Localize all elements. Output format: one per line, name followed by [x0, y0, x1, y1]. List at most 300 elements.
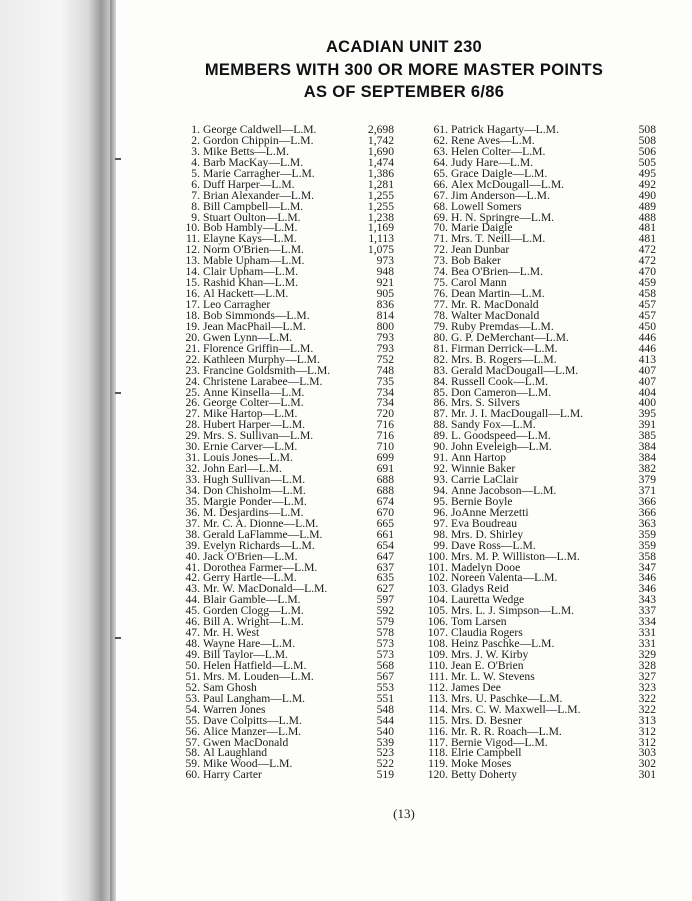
member-rank: 10. [185, 221, 200, 235]
member-name: Mr. H. West [203, 626, 260, 640]
member-points: 470 [638, 265, 656, 279]
member-name: Russell Cook—L.M. [451, 374, 548, 388]
member-name: Gwen Lynn—L.M. [203, 330, 293, 344]
member-rank: 16. [185, 287, 200, 301]
member-name: Elrie Campbell [451, 746, 522, 760]
member-name: Jean Dunbar [451, 243, 510, 257]
member-name: Mike Wood—L.M. [203, 757, 293, 771]
member-name: James Dee [451, 680, 501, 694]
member-name: Barb MacKay—L.M. [203, 155, 304, 169]
member-points: 481 [638, 232, 656, 246]
member-rank: 70. [433, 221, 448, 235]
member-name: Elayne Kays—L.M. [203, 232, 297, 246]
member-rank: 37. [185, 516, 200, 530]
member-points: 331 [638, 626, 656, 640]
member-rank: 13. [185, 254, 200, 268]
member-points: 346 [638, 571, 656, 585]
member-rank: 98. [433, 527, 448, 541]
member-name: Hubert Harper—L.M. [203, 418, 306, 432]
binding-stitch [115, 392, 121, 394]
member-points: 627 [376, 582, 394, 596]
member-points: 312 [638, 724, 656, 738]
member-points: 322 [638, 702, 656, 716]
member-points: 323 [638, 680, 656, 694]
member-rank: 112. [428, 680, 448, 694]
member-rank: 78. [433, 308, 448, 322]
member-points: 413 [638, 352, 656, 366]
member-points: 568 [376, 658, 394, 672]
member-rank: 101. [427, 560, 448, 574]
member-points: 1,690 [367, 144, 394, 158]
member-name: Mrs. S. Silvers [451, 396, 520, 410]
member-name: Alice Manzer—L.M. [203, 724, 302, 738]
member-name: Gordon Chippin—L.M. [203, 133, 314, 147]
member-name: Ruby Premdas—L.M. [451, 319, 554, 333]
member-points: 446 [638, 330, 656, 344]
member-name: Francine Goldsmith—L.M. [203, 363, 331, 377]
member-rank: 83. [433, 363, 448, 377]
member-name: Helen Colter—L.M. [451, 144, 546, 158]
member-name: Bernie Vigod—L.M. [451, 735, 548, 749]
member-name: M. Desjardins—L.M. [203, 505, 304, 519]
member-rank: 107. [427, 626, 448, 640]
member-name: Bernie Boyle [451, 494, 513, 508]
member-points: 654 [376, 538, 394, 552]
member-points: 635 [376, 571, 394, 585]
member-rank: 76. [433, 287, 448, 301]
member-name: Mr. J. I. MacDougall—L.M. [451, 407, 584, 421]
title-line-3: AS OF SEPTEMBER 6/86 [303, 83, 505, 101]
member-points: 404 [638, 385, 656, 399]
members-list-right [420, 125, 656, 781]
member-name: Lowell Somers [451, 199, 522, 213]
member-points: 921 [376, 276, 394, 290]
member-rank: 31. [185, 451, 200, 465]
member-name: Louis Jones—L.M. [203, 451, 293, 465]
member-points: 948 [376, 265, 394, 279]
member-name: Gorden Clogg—L.M. [203, 604, 304, 618]
member-points: 2,698 [367, 123, 394, 136]
member-points: 523 [376, 746, 394, 760]
member-name: Gladys Reid [451, 582, 509, 596]
member-rank: 80. [433, 330, 448, 344]
member-name: Heinz Paschke—L.M. [451, 637, 555, 651]
member-rank: 109. [427, 648, 448, 661]
member-name: Betty Doherty [451, 768, 518, 782]
member-points: 337 [638, 604, 656, 618]
member-name: Christene Larabee—L.M. [203, 374, 323, 388]
member-rank: 108. [427, 637, 448, 651]
member-points: 519 [376, 768, 394, 782]
member-points: 472 [638, 254, 656, 268]
member-points: 347 [638, 560, 656, 574]
member-rank: 34. [185, 483, 200, 497]
member-name: Dave Colpitts—L.M. [203, 713, 302, 727]
member-points: 1,113 [368, 232, 394, 246]
member-points: 363 [638, 516, 656, 530]
member-rank: 45. [185, 604, 200, 618]
member-points: 674 [376, 494, 394, 508]
member-points: 573 [376, 648, 394, 661]
member-rank: 115. [428, 713, 448, 727]
member-rank: 97. [433, 516, 448, 530]
member-rank: 65. [433, 166, 448, 180]
member-rank: 36. [185, 505, 200, 519]
member-rank: 48. [185, 637, 200, 651]
member-name: Mrs. T. Neill—L.M. [451, 232, 546, 246]
member-points: 661 [376, 527, 394, 541]
member-rank: 3. [191, 144, 200, 158]
member-name: Claudia Rogers [451, 626, 523, 640]
member-points: 573 [376, 637, 394, 651]
member-name: Jim Anderson—L.M. [451, 188, 550, 202]
member-points: 458 [638, 287, 656, 301]
member-rank: 61. [433, 123, 448, 136]
member-rank: 1. [191, 123, 200, 136]
member-points: 548 [376, 702, 394, 716]
member-rank: 114. [428, 702, 448, 716]
member-points: 710 [376, 440, 394, 454]
member-rank: 44. [185, 593, 200, 607]
member-name: Clair Upham—L.M. [203, 265, 298, 279]
member-points: 505 [638, 155, 656, 169]
member-points: 391 [638, 418, 656, 432]
member-points: 578 [376, 626, 394, 640]
member-name: Moke Moses [451, 757, 512, 771]
member-points: 544 [376, 713, 394, 727]
member-rank: 110. [428, 658, 448, 672]
member-rank: 21. [185, 341, 200, 355]
member-name: Jack O'Brien—L.M. [203, 549, 298, 563]
member-points: 973 [376, 254, 394, 268]
member-rank: 11. [185, 232, 200, 246]
member-name: Gerald MacDougall—L.M. [451, 363, 579, 377]
member-rank: 22. [185, 352, 200, 366]
member-points: 495 [638, 166, 656, 180]
member-name: Eva Boudreau [451, 516, 517, 530]
member-points: 359 [638, 527, 656, 541]
member-rank: 91. [433, 451, 448, 465]
member-points: 331 [638, 637, 656, 651]
member-rank: 40. [185, 549, 200, 563]
member-rank: 68. [433, 199, 448, 213]
member-points: 302 [638, 757, 656, 771]
member-name: Mrs. M. Louden—L.M. [203, 669, 314, 683]
member-points: 490 [638, 188, 656, 202]
member-points: 481 [638, 221, 656, 235]
member-points: 407 [638, 374, 656, 388]
member-name: Jean MacPhail—L.M. [203, 319, 306, 333]
member-points: 735 [376, 374, 394, 388]
member-name: Bob Simmonds—L.M. [203, 308, 310, 322]
binding-stitch [115, 158, 121, 160]
member-rank: 59. [185, 757, 200, 771]
member-points: 1,386 [367, 166, 394, 180]
member-name: Gerald LaFlamme—L.M. [203, 527, 323, 541]
member-rank: 100. [427, 549, 448, 563]
member-points: 793 [376, 330, 394, 344]
member-rank: 56. [185, 724, 200, 738]
member-rank: 47. [185, 626, 200, 640]
member-points: 492 [638, 177, 656, 191]
member-points: 522 [376, 757, 394, 771]
member-points: 734 [376, 385, 394, 399]
member-points: 1,281 [367, 177, 394, 191]
member-name: Florence Griffin—L.M. [203, 341, 314, 355]
member-name: Mrs. S. Sullivan—L.M. [203, 429, 314, 443]
member-points: 691 [376, 462, 394, 476]
member-rank: 24. [185, 374, 200, 388]
member-rank: 29. [185, 429, 200, 443]
member-points: 450 [638, 319, 656, 333]
member-rank: 85. [433, 385, 448, 399]
member-name: Tom Larsen [451, 615, 507, 629]
member-points: 508 [638, 133, 656, 147]
member-rank: 118. [428, 746, 448, 760]
member-name: Gwen MacDonald [203, 735, 289, 749]
member-name: Warren Jones [203, 702, 266, 716]
member-rank: 72. [433, 243, 448, 257]
member-points: 540 [376, 724, 394, 738]
member-rank: 113. [428, 691, 448, 705]
member-name: Wayne Hare—L.M. [203, 637, 296, 651]
member-rank: 90. [433, 440, 448, 454]
member-points: 1,238 [367, 210, 394, 224]
member-rank: 104. [427, 593, 448, 607]
member-name: Mr. R. MacDonald [451, 298, 539, 311]
member-points: 506 [638, 144, 656, 158]
member-points: 508 [638, 123, 656, 136]
member-name: Bill A. Wright—L.M. [203, 615, 304, 629]
member-points: 539 [376, 735, 394, 749]
member-name: Anne Kinsella—L.M. [203, 385, 305, 399]
member-points: 312 [638, 735, 656, 749]
member-rank: 74. [433, 265, 448, 279]
member-points: 382 [638, 462, 656, 476]
member-points: 1,474 [367, 155, 394, 169]
member-name: Helen Hatfield—L.M. [203, 658, 307, 672]
member-rank: 71. [433, 232, 448, 246]
member-rank: 63. [433, 144, 448, 158]
member-name: Lauretta Wedge [451, 593, 525, 607]
member-name: Evelyn Richards—L.M. [203, 538, 315, 552]
member-rank: 43. [185, 582, 200, 596]
member-name: Firman Derrick—L.M. [451, 341, 558, 355]
member-rank: 32. [185, 462, 200, 476]
member-points: 384 [638, 440, 656, 454]
member-rank: 111. [428, 669, 448, 683]
member-points: 459 [638, 276, 656, 290]
member-rank: 23. [185, 363, 200, 377]
member-points: 489 [638, 199, 656, 213]
member-points: 716 [376, 418, 394, 432]
member-row [420, 770, 656, 781]
member-points: 553 [376, 680, 394, 694]
member-points: 358 [638, 549, 656, 563]
member-points: 688 [376, 473, 394, 486]
member-rank: 39. [185, 538, 200, 552]
member-rank: 27. [185, 407, 200, 421]
member-points: 1,255 [367, 199, 394, 213]
member-points: 688 [376, 483, 394, 497]
member-name: Norm O'Brien—L.M. [203, 243, 304, 257]
member-rank: 116. [428, 724, 448, 738]
member-name: Carrie LaClair [451, 473, 519, 486]
member-name: Ann Hartop [451, 451, 507, 465]
member-rank: 35. [185, 494, 200, 508]
member-points: 752 [376, 352, 394, 366]
member-name: Mike Betts—L.M. [203, 144, 289, 158]
member-name: Carol Mann [451, 276, 507, 290]
member-name: Rashid Khan—L.M. [203, 276, 298, 290]
title-line-1: ACADIAN UNIT 230 [325, 38, 483, 56]
binding-stitch [115, 637, 121, 639]
member-points: 343 [638, 593, 656, 607]
member-name: Al Laughland [203, 746, 268, 760]
member-points: 359 [638, 538, 656, 552]
member-name: JoAnne Merzetti [451, 505, 529, 519]
member-rank: 15. [185, 276, 200, 290]
member-name: Judy Hare—L.M. [451, 155, 534, 169]
member-name: Mrs. D. Shirley [451, 527, 524, 541]
page-number: (13) [393, 806, 415, 821]
member-points: 637 [376, 560, 394, 574]
member-rank: 67. [433, 188, 448, 202]
member-points: 328 [638, 658, 656, 672]
member-name: Rene Aves—L.M. [451, 133, 535, 147]
member-points: 384 [638, 451, 656, 465]
member-rank: 42. [185, 571, 200, 585]
member-rank: 52. [185, 680, 200, 694]
member-rank: 19. [185, 319, 200, 333]
member-points: 457 [638, 298, 656, 311]
member-name: Jean E. O'Brien [451, 658, 524, 672]
member-rank: 86. [433, 396, 448, 410]
member-rank: 69. [433, 210, 448, 224]
member-rank: 8. [191, 199, 200, 213]
member-name: Mrs. M. P. Williston—L.M. [451, 549, 580, 563]
member-name: Dave Ross—L.M. [451, 538, 536, 552]
member-name: Ernie Carver—L.M. [203, 440, 298, 454]
member-name: Mable Upham—L.M. [203, 254, 305, 268]
member-rank: 55. [185, 713, 200, 727]
member-name: Al Hackett—L.M. [203, 287, 289, 301]
member-name: Alex McDougall—L.M. [451, 177, 565, 191]
member-rank: 41. [185, 560, 200, 574]
member-points: 327 [638, 669, 656, 683]
member-name: Leo Carragher [203, 298, 271, 311]
member-points: 301 [638, 768, 656, 782]
member-name: John Earl—L.M. [203, 462, 282, 476]
member-name: Anne Jacobson—L.M. [451, 483, 557, 497]
member-rank: 9. [191, 210, 200, 224]
member-points: 579 [376, 615, 394, 629]
member-points: 329 [638, 648, 656, 661]
member-name: Brian Alexander—L.M. [203, 188, 315, 202]
member-points: 814 [376, 308, 394, 322]
member-rank: 82. [433, 352, 448, 366]
member-points: 647 [376, 549, 394, 563]
member-rank: 96. [433, 505, 448, 519]
member-name: Marie Carragher—L.M. [203, 166, 315, 180]
member-points: 366 [638, 505, 656, 519]
book-binding [0, 0, 110, 901]
member-rank: 25. [185, 385, 200, 399]
member-name: Mrs. C. W. Maxwell—L.M. [451, 702, 581, 716]
member-rank: 103. [427, 582, 448, 596]
member-points: 665 [376, 516, 394, 530]
member-points: 592 [376, 604, 394, 618]
member-rank: 87. [433, 407, 448, 421]
member-points: 371 [638, 483, 656, 497]
member-name: Sam Ghosh [203, 680, 257, 694]
member-name: Dean Martin—L.M. [451, 287, 545, 301]
members-list-left [172, 125, 394, 781]
member-name: Mrs. U. Paschke—L.M. [451, 691, 563, 705]
member-name: G. P. DeMerchant—L.M. [451, 330, 569, 344]
member-rank: 77. [433, 298, 448, 311]
member-rank: 7. [191, 188, 200, 202]
member-points: 395 [638, 407, 656, 421]
member-rank: 51. [185, 669, 200, 683]
member-rank: 105. [427, 604, 448, 618]
member-name: John Eveleigh—L.M. [451, 440, 552, 454]
member-points: 836 [376, 298, 394, 311]
member-name: Don Cameron—L.M. [451, 385, 552, 399]
member-rank: 102. [427, 571, 448, 585]
member-rank: 33. [185, 473, 200, 486]
member-points: 1,075 [367, 243, 394, 257]
member-name: Bill Taylor—L.M. [203, 648, 288, 661]
member-points: 720 [376, 407, 394, 421]
member-rank: 58. [185, 746, 200, 760]
member-rank: 84. [433, 374, 448, 388]
member-rank: 62. [433, 133, 448, 147]
member-points: 313 [638, 713, 656, 727]
member-name: Mr. R. R. Roach—L.M. [451, 724, 562, 738]
member-rank: 6. [191, 177, 200, 191]
member-name: Mrs. D. Besner [451, 713, 522, 727]
member-rank: 57. [185, 735, 200, 749]
member-name: Margie Ponder—L.M. [203, 494, 307, 508]
member-rank: 30. [185, 440, 200, 454]
member-name: L. Goodspeed—L.M. [451, 429, 551, 443]
member-name: Patrick Hagarty—L.M. [451, 123, 559, 136]
member-rank: 46. [185, 615, 200, 629]
member-points: 457 [638, 308, 656, 322]
member-rank: 88. [433, 418, 448, 432]
member-points: 567 [376, 669, 394, 683]
page-title [116, 36, 692, 104]
member-points: 800 [376, 319, 394, 333]
member-points: 334 [638, 615, 656, 629]
member-rank: 14. [185, 265, 200, 279]
member-points: 716 [376, 429, 394, 443]
member-rank: 94. [433, 483, 448, 497]
member-name: Bob Hambly—L.M. [203, 221, 298, 235]
member-name: Noreen Valenta—L.M. [451, 571, 558, 585]
member-points: 670 [376, 505, 394, 519]
member-name: Stuart Oulton—L.M. [203, 210, 301, 224]
member-name: Hugh Sullivan—L.M. [203, 473, 306, 486]
member-points: 748 [376, 363, 394, 377]
member-points: 734 [376, 396, 394, 410]
member-points: 793 [376, 341, 394, 355]
member-rank: 79. [433, 319, 448, 333]
member-name: Mrs. B. Rogers—L.M. [451, 352, 557, 366]
member-rank: 12. [185, 243, 200, 257]
member-rank: 119. [428, 757, 448, 771]
